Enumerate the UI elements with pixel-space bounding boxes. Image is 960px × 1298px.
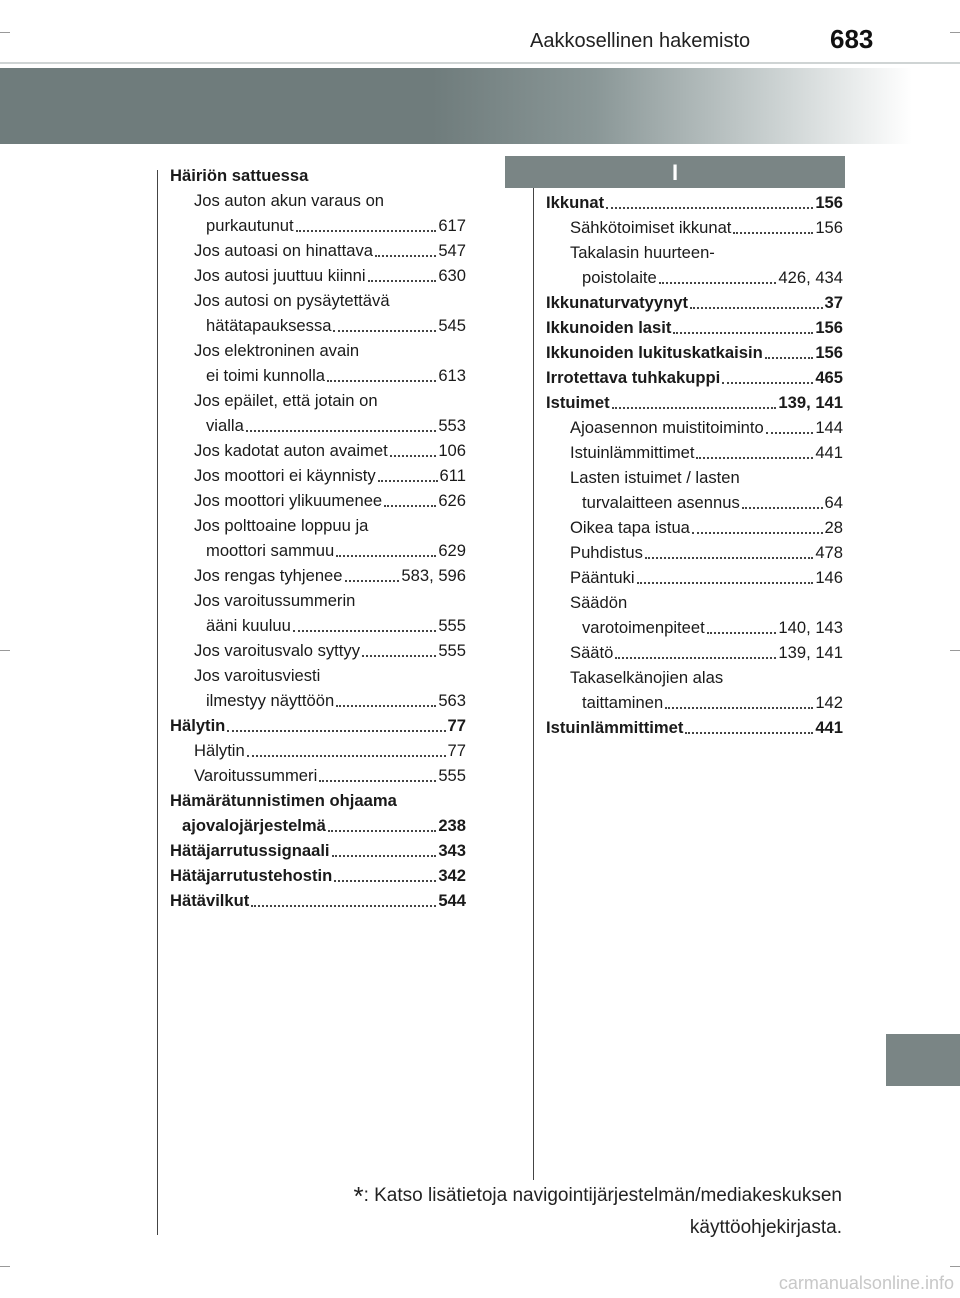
index-entry: [170, 588, 466, 613]
index-entry-term: varotoimenpiteet: [582, 618, 705, 637]
dot-leader: [227, 730, 445, 732]
index-entry-page: 555: [438, 641, 466, 660]
index-entry-term: Jos auton akun varaus on: [194, 191, 385, 210]
index-entry: [546, 415, 843, 440]
dot-leader: [722, 382, 813, 384]
index-entry: [170, 538, 466, 563]
index-entry-page: 139, 141: [778, 643, 843, 662]
index-entry: [170, 838, 466, 863]
index-entry-term: Istuinlämmittimet: [570, 443, 695, 462]
dot-leader: [336, 555, 436, 557]
index-entry-term: Jos moottori ylikuumenee: [194, 491, 383, 510]
index-entry: [170, 238, 466, 263]
index-entry-page: 342: [438, 866, 466, 885]
index-entry-page: 563: [438, 691, 466, 710]
index-entry-page: 441: [815, 443, 843, 462]
index-entry: [546, 490, 843, 515]
index-entry: [170, 263, 466, 288]
index-entry-page: 156: [815, 193, 843, 212]
index-entry-page: 426, 434: [778, 268, 843, 287]
index-entry-term: Jos kadotat auton avaimet: [194, 441, 388, 460]
index-entry: [170, 363, 466, 388]
index-entry-page: 142: [815, 693, 843, 712]
index-entry-page: 617: [438, 216, 466, 235]
index-entry: [170, 213, 466, 238]
dot-leader: [384, 505, 436, 507]
index-entry: [170, 738, 466, 763]
dot-leader: [247, 755, 446, 757]
dot-leader: [673, 332, 813, 334]
index-entry-page: 441: [815, 718, 843, 737]
header-banner: [0, 68, 960, 144]
index-entry-term: taittaminen: [582, 693, 664, 712]
index-entry-term: Ikkunaturvatyynyt: [546, 293, 689, 312]
index-entry-term: Ikkunoiden lasit: [546, 318, 672, 337]
index-entry: [170, 513, 466, 538]
index-entry: [546, 290, 843, 315]
index-entry: [170, 338, 466, 363]
index-entry-term: Jos varoitussummerin: [194, 591, 356, 610]
index-entry-term: Istuimet: [546, 393, 610, 412]
index-entry: [546, 440, 843, 465]
column-rule-middle: [533, 180, 534, 1180]
index-entry: [546, 540, 843, 565]
index-entry-page: 478: [815, 543, 843, 562]
crop-mark: [0, 1266, 10, 1267]
index-entry: [546, 615, 843, 640]
index-entry: [170, 388, 466, 413]
index-entry: [170, 688, 466, 713]
index-entry-term: Jos moottori ei käynnisty: [194, 466, 376, 485]
dot-leader: [378, 480, 438, 482]
index-entry: [546, 240, 843, 265]
index-entry-page: 156: [815, 318, 843, 337]
index-entry: [170, 563, 466, 588]
dot-leader: [293, 630, 436, 632]
index-entry-page: 64: [824, 493, 843, 512]
index-entry-page: 629: [438, 541, 466, 560]
index-entry: [170, 788, 466, 813]
index-entry-page: 553: [438, 416, 466, 435]
index-entry-page: 37: [824, 293, 843, 312]
dot-leader: [296, 230, 437, 232]
dot-leader: [327, 380, 436, 382]
watermark: carmanualsonline.info: [778, 1273, 954, 1293]
index-entry-page: 156: [815, 343, 843, 362]
index-entry-term: Ikkunat: [546, 193, 605, 212]
footnote-line-2: käyttöohjekirjasta.: [689, 1217, 842, 1238]
dot-leader: [328, 830, 436, 832]
dot-leader: [742, 507, 823, 509]
index-entry-term: ei toimi kunnolla: [206, 366, 325, 385]
index-entry-page: 545: [438, 316, 466, 335]
index-entry-term: Hätäjarrutustehostin: [170, 866, 333, 885]
index-entry: [170, 413, 466, 438]
index-entry-term: ilmestyy näyttöön: [206, 691, 335, 710]
crop-mark: [950, 650, 960, 651]
index-entry-page: 343: [438, 841, 466, 860]
dot-leader: [766, 432, 814, 434]
index-entry: [546, 190, 843, 215]
index-entry: [170, 638, 466, 663]
dot-leader: [637, 582, 814, 584]
index-entry-page: 555: [438, 616, 466, 635]
page-number: 683: [830, 24, 874, 54]
index-entry: [546, 265, 843, 290]
index-entry-term: Jos polttoaine loppuu ja: [194, 516, 369, 535]
index-entry-page: 144: [815, 418, 843, 437]
dot-leader: [707, 632, 777, 634]
index-entry-page: 28: [824, 518, 843, 537]
crop-mark: [0, 32, 10, 33]
index-entry-term: Hämärätunnistimen ohjaama: [170, 791, 397, 810]
index-entry-page: 626: [438, 491, 466, 510]
dot-leader: [333, 330, 436, 332]
index-entry: [546, 690, 843, 715]
index-entry: [170, 163, 466, 188]
index-entry-term: Puhdistus: [570, 543, 643, 562]
index-entry-page: 544: [438, 891, 466, 910]
index-entry-term: Hätäjarrutussignaali: [170, 841, 330, 860]
index-entry-term: Säätö: [570, 643, 614, 662]
index-entry: [170, 438, 466, 463]
index-entry-term: Jos epäilet, että jotain on: [194, 391, 378, 410]
index-entry-page: 613: [438, 366, 466, 385]
crop-mark: [0, 650, 10, 651]
index-entry-page: 555: [438, 766, 466, 785]
index-entry-term: Istuinlämmittimet: [546, 718, 684, 737]
page-header: [0, 0, 960, 64]
dot-leader: [659, 282, 777, 284]
dot-leader: [319, 780, 436, 782]
index-entry-term: turvalaitteen asennus: [582, 493, 740, 512]
index-entry-term: Ikkunoiden lukituskatkaisin: [546, 343, 763, 362]
index-entry-term: Takaselkänojien alas: [570, 668, 724, 687]
index-entry: [170, 463, 466, 488]
footnote: [353, 1180, 842, 1244]
index-entry: [546, 315, 843, 340]
index-entry: [546, 665, 843, 690]
dot-leader: [690, 307, 823, 309]
index-entry-term: Jos autosi on pysäytettävä: [194, 291, 390, 310]
index-entry: [170, 888, 466, 913]
dot-leader: [692, 532, 823, 534]
index-entry-term: Pääntuki: [570, 568, 635, 587]
index-entry-term: Jos rengas tyhjenee: [194, 566, 343, 585]
index-entry-term: Jos varoitusvalo syttyy: [194, 641, 360, 660]
index-entry: [170, 613, 466, 638]
dot-leader: [332, 855, 437, 857]
dot-leader: [615, 657, 776, 659]
index-entry-term: hätätapauksessa: [206, 316, 332, 335]
dot-leader: [696, 457, 813, 459]
footnote-line-1: : Katso lisätietoja navigointijärjestelmän/mediakeskuksen: [363, 1185, 842, 1206]
index-entry-term: Hätävilkut: [170, 891, 250, 910]
index-entry-term: Jos elektroninen avain: [194, 341, 360, 360]
dot-leader: [375, 255, 436, 257]
index-entry: [170, 863, 466, 888]
footnote-star: *: [353, 1181, 364, 1211]
index-entry-term: Jos autosi juuttuu kiinni: [194, 266, 366, 285]
index-entry-term: Jos autoasi on hinattava: [194, 241, 373, 260]
index-entry-term: ajovalojärjestelmä: [182, 816, 326, 835]
index-entry: [170, 763, 466, 788]
chapter-tab: [886, 1034, 960, 1086]
index-entry-page: 156: [815, 218, 843, 237]
dot-leader: [390, 455, 437, 457]
index-entry-term: Säädön: [570, 593, 628, 612]
dot-leader: [345, 580, 400, 582]
index-entry-page: 547: [438, 241, 466, 260]
index-entry-page: 583, 596: [401, 566, 466, 585]
index-entry: [546, 715, 843, 740]
index-entry: [170, 488, 466, 513]
index-entry-term: Hälytin: [170, 716, 226, 735]
index-entry-page: 630: [438, 266, 466, 285]
index-entry: [546, 215, 843, 240]
index-entry-term: ääni kuuluu: [206, 616, 291, 635]
index-entry: [170, 288, 466, 313]
index-entry-term: purkautunut: [206, 216, 294, 235]
index-entry-term: Irrotettava tuhkakuppi: [546, 368, 721, 387]
column-rule-left: [157, 170, 158, 1235]
dot-leader: [612, 407, 777, 409]
dot-leader: [765, 357, 814, 359]
header-rule: [0, 62, 960, 64]
index-entry-page: 139, 141: [778, 393, 843, 412]
dot-leader: [336, 705, 436, 707]
index-entry-page: 611: [439, 466, 466, 485]
index-entry-term: poistolaite: [582, 268, 657, 287]
index-entry-page: 465: [815, 368, 843, 387]
index-entry: [170, 313, 466, 338]
index-entry-term: Varoitussummeri: [194, 766, 318, 785]
index-entry: [546, 515, 843, 540]
index-entry: [170, 663, 466, 688]
index-entry: [170, 813, 466, 838]
index-entry-page: 77: [447, 716, 466, 735]
dot-leader: [685, 732, 813, 734]
index-entry: [546, 565, 843, 590]
index-entry-term: Jos varoitusviesti: [194, 666, 321, 685]
index-column-right: [546, 190, 843, 740]
index-entry-page: 77: [447, 741, 466, 760]
index-entry: [170, 188, 466, 213]
header-title: Aakkosellinen hakemisto: [530, 30, 751, 52]
index-entry-term: Ajoasennon muistitoiminto: [570, 418, 764, 437]
index-entry: [546, 365, 843, 390]
index-entry-term: vialla: [206, 416, 244, 435]
dot-leader: [362, 655, 436, 657]
index-entry: [546, 465, 843, 490]
index-entry-term: Takalasin huurteen-: [570, 243, 715, 262]
index-entry: [546, 390, 843, 415]
dot-leader: [665, 707, 813, 709]
dot-leader: [606, 207, 813, 209]
dot-leader: [645, 557, 813, 559]
dot-leader: [334, 880, 436, 882]
index-column-left: [170, 163, 466, 913]
index-entry-page: 146: [815, 568, 843, 587]
index-entry: [546, 590, 843, 615]
index-entry: [170, 713, 466, 738]
index-entry: [546, 640, 843, 665]
index-entry-term: Sähkötoimiset ikkunat: [570, 218, 732, 237]
index-entry-page: 106: [438, 441, 466, 460]
index-entry-term: Oikea tapa istua: [570, 518, 690, 537]
index-entry-term: moottori sammuu: [206, 541, 335, 560]
index-entry-term: Lasten istuimet / lasten: [570, 468, 740, 487]
section-letter-header: I: [505, 156, 845, 188]
index-entry-term: Häiriön sattuessa: [170, 166, 309, 185]
index-entry-page: 140, 143: [778, 618, 843, 637]
dot-leader: [251, 905, 436, 907]
index-entry-term: Hälytin: [194, 741, 245, 760]
dot-leader: [368, 280, 437, 282]
index-entry-page: 238: [438, 816, 466, 835]
index-entry: [546, 340, 843, 365]
crop-mark: [950, 32, 960, 33]
dot-leader: [246, 430, 436, 432]
dot-leader: [733, 232, 813, 234]
crop-mark: [950, 1266, 960, 1267]
